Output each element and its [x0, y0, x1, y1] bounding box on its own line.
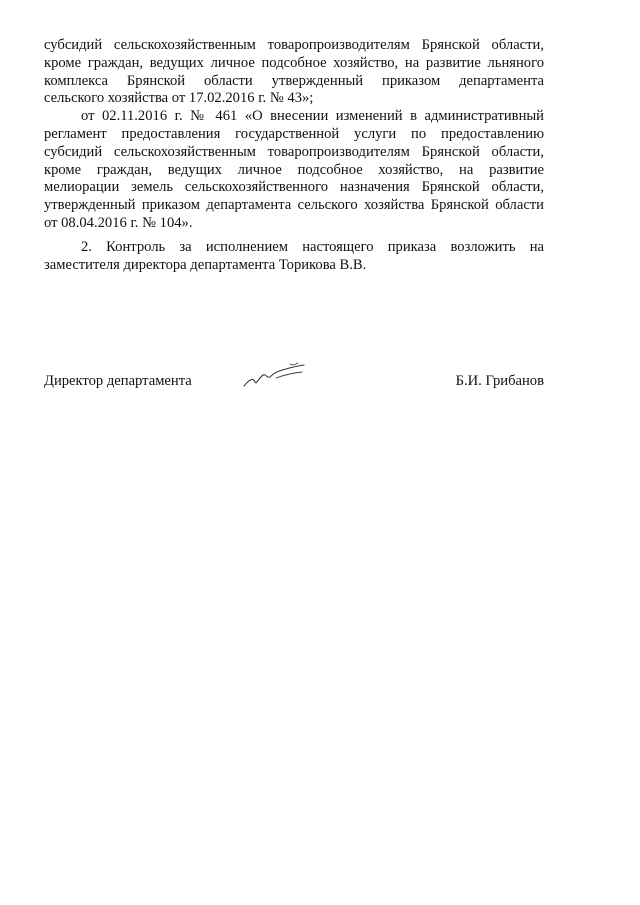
order-text-list — [44, 37, 544, 233]
signatory-name: Б.И. Грибанов — [455, 373, 544, 389]
text-line: заместителя директора департамента Торикова В.В. — [44, 256, 367, 273]
text-line: субсидий сельскохозяйственным товаропроизводителям Брянской области, — [44, 143, 544, 160]
text-line: утвержденный приказом департамента сельского хозяйства Брянской области — [44, 197, 544, 214]
text-line: от 08.04.2016 г. № 104». — [44, 214, 193, 231]
text-line: мелиорации земель сельскохозяйственного назначения Брянской области, — [44, 179, 544, 196]
text-line: от 02.11.2016 г. № 461 «О внесении изменений в административный — [81, 108, 544, 125]
text-line: субсидий сельскохозяйственным товаропроизводителям Брянской области, — [44, 37, 544, 53]
control-paragraph — [44, 239, 544, 275]
text-line: регламент предоставления государственной услуги по предоставлению — [44, 125, 544, 142]
handwritten-signature — [240, 360, 310, 392]
text-line: сельского хозяйства от 17.02.2016 г. № 43»; — [44, 90, 314, 107]
text-line: кроме граждан, ведущих личное подсобное хозяйство, на развитие льняного — [44, 54, 544, 71]
text-line: 2. Контроль за исполнением настоящего приказа возложить на — [81, 239, 544, 255]
position-title: Директор департамента — [44, 373, 192, 389]
text-line: комплекса Брянской области утвержденный приказом департамента — [44, 72, 544, 89]
text-line: кроме граждан, ведущих личное подсобное хозяйство, на развитие — [44, 161, 544, 178]
